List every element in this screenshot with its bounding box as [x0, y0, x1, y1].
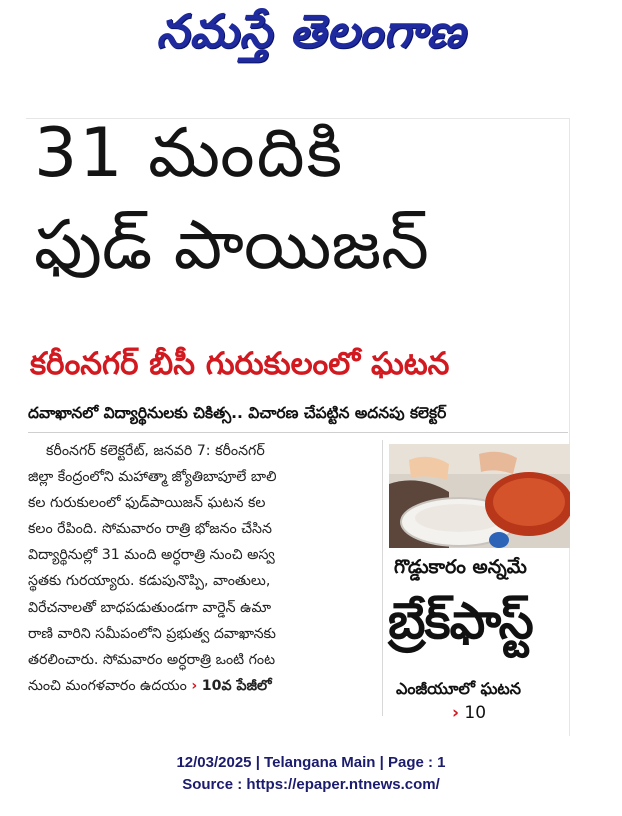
body-line: స్థతకు గురయ్యారు. కడుపునొప్పి, వాంతులు,: [28, 573, 271, 590]
column-divider: [382, 440, 383, 716]
chevron-right-icon: ›: [452, 703, 460, 723]
footer-source[interactable]: Source : https://epaper.ntnews.com/: [182, 776, 440, 793]
photo-illustration: [389, 444, 570, 548]
body-line: కరీంనగర్ కలెక్టరేట్, జనవరి 7: కరీంనగర్: [46, 443, 265, 459]
body-line: విద్యార్థినుల్లో 31 మంది అర్ధరాత్రి నుంచి అస్వ: [28, 547, 275, 564]
kicker-line: దవాఖానలో విద్యార్థినులకు చికిత్స.. విచారణ చేపట్టిన అదనపు కలెక్టర్: [28, 404, 568, 433]
headline: [34, 114, 564, 304]
breakfast-photo: [389, 444, 570, 548]
body-line: విరేచనాలతో బాధపడుతుండగా వార్డెన్ ఉమా: [28, 599, 272, 616]
sidebar-page-number: 10: [464, 703, 487, 723]
body-line: కలం రేపింది. సోమవారం రాత్రి భోజనం చేసిన: [28, 521, 272, 538]
headline-line-2: ఫుడ్ పాయిజన్: [34, 206, 429, 285]
continuation-arrow-icon: ›: [191, 677, 198, 694]
body-line: కల గురుకులంలో ఫుడ్‌పాయిజన్ ఘటన కల: [28, 495, 266, 512]
body-line: జిల్లా కేంద్రంలోని మహాత్మా జ్యోతిబాపూలే బాలి: [28, 469, 277, 486]
headline-line-1: 31 మందికి: [34, 114, 345, 193]
masthead-logo: నమస్తే తెలంగాణ: [156, 4, 466, 58]
body-line-text: నుంచి మంగళవారం ఉదయం: [28, 677, 187, 694]
body-line-last: [28, 673, 378, 699]
body-line: రాణి వారిని సమీపంలోని ప్రభుత్వ దవాఖానకు: [28, 625, 276, 642]
footer-date-edition: 12/03/2025 | Telangana Main | Page : 1: [176, 754, 446, 771]
sidebar-kicker: గొడ్డుకారం అన్నమే: [394, 556, 527, 578]
body-line: తరలించారు. సోమవారం అర్ధరాత్రి ఒంటి గంట: [28, 651, 276, 668]
continuation-link[interactable]: 10వ పేజీలో: [201, 677, 272, 694]
sidebar-subhead: ఎంజీయూలో ఘటన: [396, 679, 521, 698]
subheadline: కరీంనగర్ బీసీ గురుకులంలో ఘటన: [30, 346, 450, 382]
article-body: [28, 438, 378, 699]
sidebar-page-jump[interactable]: [452, 703, 512, 723]
sidebar-headline: బ్రేక్‌ఫాస్ట్: [388, 592, 533, 650]
